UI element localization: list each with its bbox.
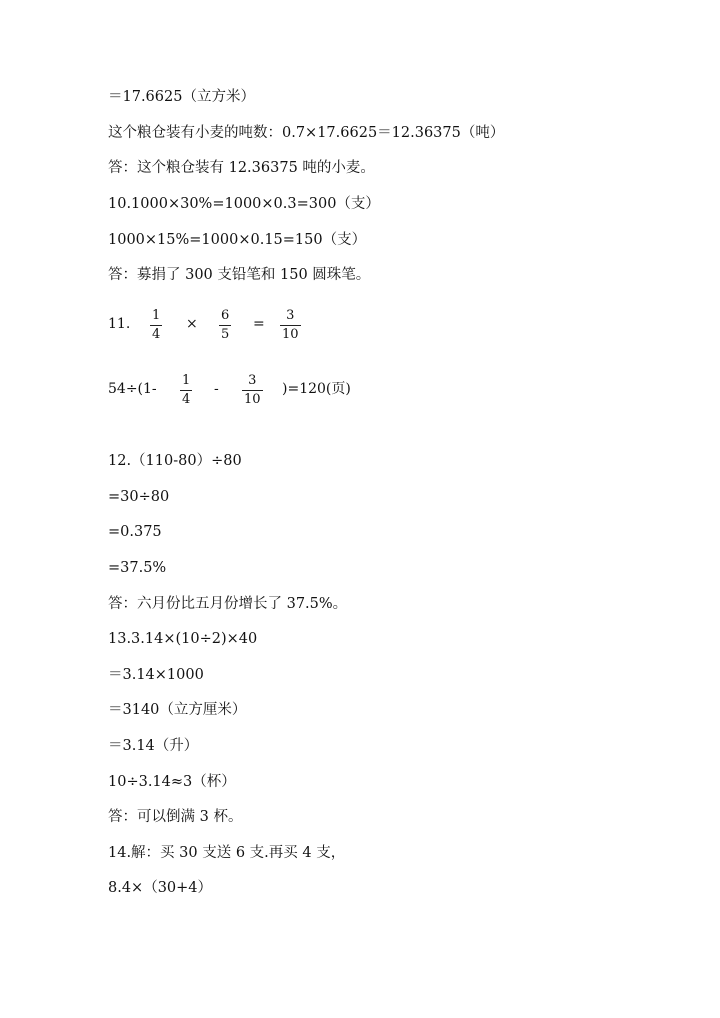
line-answer-wheat: 答：这个粮仓装有 12.36375 吨的小麦。 [108,160,375,176]
fraction-bar [242,390,263,391]
q11-fraction-1 [150,309,162,342]
fraction-bar [219,325,231,326]
line-q10-pens: 1000×15%=1000×0.15=150（支） [108,232,367,248]
fraction-bar [180,390,192,391]
line-wheat-tonnage: 这个粮仓装有小麦的吨数：0.7×17.6625＝12.36375（吨） [108,125,505,141]
q11-fraction-2 [219,309,231,342]
line-q12-expression: 12.（110-80）÷80 [108,453,242,469]
fraction-numerator: 1 [182,373,191,388]
line-q12-step-3: =37.5% [108,560,167,576]
line-q12-step-1: =30÷80 [108,489,170,505]
q11-fraction-3 [280,309,301,342]
line-q14-expression: 8.4×（30+4） [108,880,213,896]
line-volume-result: ＝17.6625（立方米） [108,89,255,105]
line-q13-step-1: ＝3.14×1000 [108,667,204,683]
line-q13-expression: 13.3.14×(10÷2)×40 [108,631,258,647]
q11-times-sign: × [186,316,198,332]
q11-equals-sign: = [253,316,265,332]
fraction-bar [280,325,301,326]
q11b-suffix: )=120(页) [282,381,351,397]
line-q10-pencils: 10.1000×30%=1000×0.3=300（支） [108,196,380,212]
line-q13-step-3: ＝3.14（升） [108,738,199,754]
q11b-fraction-1 [180,374,192,407]
line-q12-step-2: =0.375 [108,524,162,540]
fraction-numerator: 1 [152,308,161,323]
line-q13-step-2: ＝3140（立方厘米） [108,702,247,718]
line-answer-q12: 答：六月份比五月份增长了 37.5%。 [108,596,348,612]
line-answer-q10: 答：募捐了 300 支铅笔和 150 圆珠笔。 [108,267,371,283]
fraction-numerator: 3 [248,373,257,388]
fraction-denominator: 10 [282,327,299,342]
q11b-fraction-2 [242,374,263,407]
fraction-denominator: 4 [152,327,161,342]
q11b-prefix: 54÷(1- [108,381,157,397]
fraction-bar [150,325,162,326]
q11b-minus-sign: - [214,381,219,397]
fraction-denominator: 10 [244,392,261,407]
line-q13-cups: 10÷3.14≈3（杯） [108,774,236,790]
fraction-denominator: 4 [182,392,191,407]
q11-label: 11. [108,316,131,332]
line-q14-solution: 14.解：买 30 支送 6 支.再买 4 支， [108,845,346,861]
fraction-denominator: 5 [221,327,230,342]
fraction-numerator: 3 [286,308,295,323]
line-answer-q13: 答：可以倒满 3 杯。 [108,809,243,825]
fraction-numerator: 6 [221,308,230,323]
